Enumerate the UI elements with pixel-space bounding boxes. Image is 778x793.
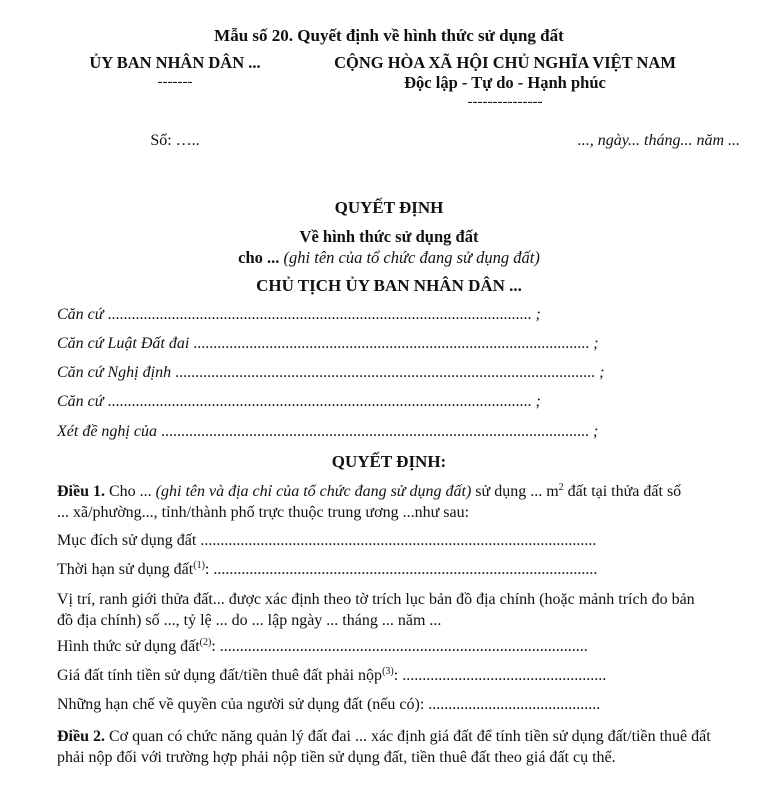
item-label: Hình thức sử dụng đất [57,638,200,655]
article-1-item [57,696,600,714]
legal-basis-item [57,364,604,382]
issuing-authority: CHỦ TỊCH ỦY BAN NHÂN DÂN ... [256,276,522,295]
legal-basis-item [57,393,541,411]
line-end: ; [595,364,605,381]
dot-leader: ................................................................................................... [189,335,590,352]
item-colon: : [393,667,399,684]
footnote-ref: (1) [193,560,205,571]
article-1-item [57,561,597,579]
national-motto: Độc lập - Tự do - Hạnh phúc [404,73,606,92]
legal-basis-item [57,306,541,324]
item-label: Mục đích sử dụng đất [57,532,197,549]
article-2-text: Cơ quan có chức năng quản lý đất đai ... xác định giá đất để tính tiền sử dụng đất/tiền thuê đất phải nộp đối với trường hợp phải nộp tiền sử dụng đất, tiền thuê đất theo giá đất cụ thể. [57,728,711,766]
item-colon: : [204,561,210,578]
dot-leader: ........................................................................................................... [156,423,589,440]
item-label: Thời hạn sử dụng đất [57,561,194,578]
article-1-item [57,667,606,685]
dot-leader: ................................................... [398,667,607,684]
article-1-item [57,638,588,656]
article-2 [57,726,717,768]
recipient-prefix: cho ... [238,248,280,267]
footnote-ref: (3) [382,666,394,677]
line-end: ; [588,423,599,440]
article-2-label: Điều 2. [57,728,105,745]
item-label: Giá đất tính tiền sử dụng đất/tiền thuê đất phải nộp [57,667,383,684]
article-1-location: Vị trí, ranh giới thửa đất... được xác định theo tờ trích lục bản đồ địa chính (hoặc mảnh trích đo bản đồ địa chính) số ..., tỷ lệ ... do ... lập ngày ... tháng ... năm ... [57,591,695,629]
superscript: 2 [558,482,564,493]
document-number: Số: ….. [150,132,200,149]
article-1-text: Cho ... [105,483,156,500]
legal-basis-label: Căn cứ [57,306,104,323]
article-1-item [57,532,596,550]
organization-separator: ------- [157,74,193,90]
decision-heading: QUYẾT ĐỊNH: [331,452,447,471]
article-1-text: đất tại thửa đất số ... xã/phường..., tỉnh/thành phố trực thuộc trung ương ...như sau: [57,483,682,521]
footnote-ref: (2) [199,637,212,648]
line-end: ; [531,393,541,410]
legal-basis-item [57,423,598,441]
line-end: ; [589,335,599,352]
item-colon: : [211,638,216,655]
dot-leader: .......................................................................................................... [103,393,532,410]
decision-subject: Về hình thức sử dụng đất [299,227,479,246]
dot-leader: ................................................................................................ [209,561,598,578]
decision-recipient [0,248,778,268]
article-1-text: sử dụng ... m [471,483,559,500]
legal-basis-label: Căn cứ [57,393,104,410]
line-end: ; [531,306,541,323]
legal-basis-label: Căn cứ Nghị định [57,364,172,381]
form-title: Mẫu số 20. Quyết định về hình thức sử dụng đất [214,26,564,45]
motto-separator: --------------- [467,94,543,110]
article-1 [57,481,697,523]
legal-basis-label: Xét đề nghị của [57,423,157,440]
recipient-note: (ghi tên của tổ chức đang sử dụng đất) [283,248,540,267]
dot-leader: ................................................................................................... [196,532,597,549]
national-title: CỘNG HÒA XÃ HỘI CHỦ NGHĨA VIỆT NAM [334,53,676,72]
dot-leader: .......................................................................................................... [103,306,532,323]
dot-leader: ............................................................................................ [215,638,588,655]
legal-basis-label: Căn cứ Luật Đất đai [57,335,190,352]
decision-title: QUYẾT ĐỊNH [334,198,444,217]
dot-leader: ........................................... [424,696,601,713]
article-1-label: Điều 1. [57,483,105,500]
document-date: ..., ngày... tháng... năm ... [577,132,740,149]
item-label: Những hạn chế về quyền của người sử dụng đất (nếu có): [57,696,425,713]
issuing-organization: ỦY BAN NHÂN DÂN ... [89,53,261,72]
dot-leader: ......................................................................................................... [171,364,596,381]
article-1-note: (ghi tên và địa chỉ của tổ chức đang sử dụng đất) [155,483,472,500]
legal-basis-item [57,335,599,353]
